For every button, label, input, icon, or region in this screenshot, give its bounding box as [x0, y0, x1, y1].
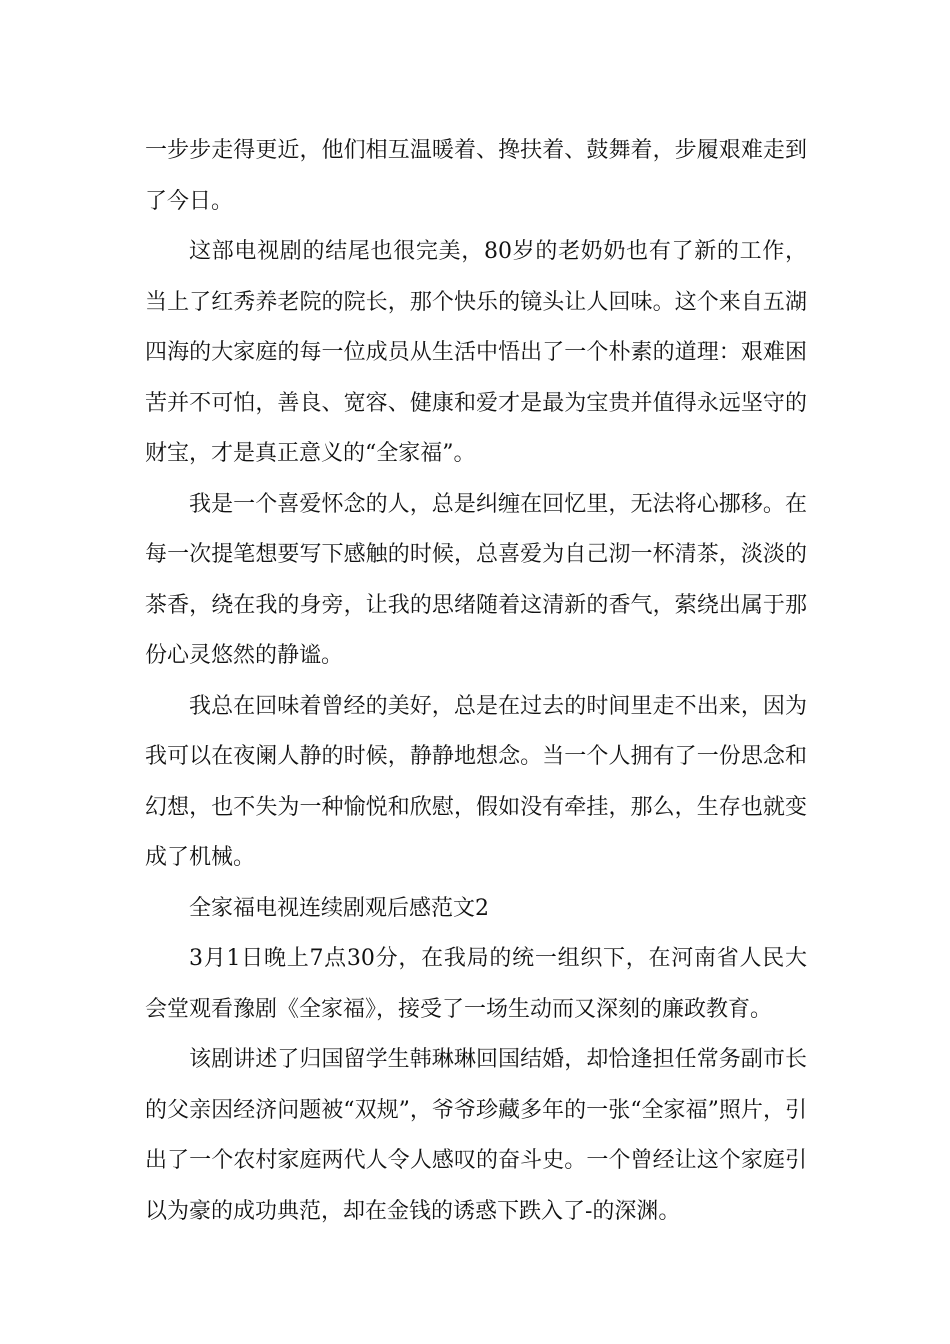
paragraph-plot: 该剧讲述了归国留学生韩琳琳回国结婚，却恰逢担任常务副市长的父亲因经济问题被“双规”，爷爷珍藏多年的一张“全家福”照片，引出了一个农村家庭两代人令人感叹的奋斗史。一个曾经让这个家庭引以为豪的成功典范，却在金钱的诱惑下跌入了-的深渊。 [145, 1047, 807, 1224]
paragraph-continuation: 一步步走得更近，他们相互温暖着、搀扶着、鼓舞着，步履艰难走到了今日。 [145, 138, 807, 214]
paragraph-ending: 这部电视剧的结尾也很完美，80岁的老奶奶也有了新的工作，当上了红秀养老院的院长，那个快乐的镜头让人回味。这个来自五湖四海的大家庭的每一位成员从生活中悟出了一个朴素的道理：艰难困苦并不可怕，善良、宽容、健康和爱才是最为宝贵并值得永远坚守的财宝，才是真正意义的“全家福”。 [145, 239, 807, 466]
paragraph-event: 3月1日晚上7点30分，在我局的统一组织下，在河南省人民大会堂观看豫剧《全家福》，接受了一场生动而又深刻的廉政教育。 [145, 946, 807, 1022]
paragraph-reminiscence: 我总在回味着曾经的美好，总是在过去的时间里走不出来，因为我可以在夜阑人静的时候，静静地想念。当一个人拥有了一份思念和幻想，也不失为一种愉悦和欣慰，假如没有牵挂，那么，生存也就变成了机械。 [145, 693, 807, 870]
document-body [145, 126, 807, 1237]
paragraph-memory: 我是一个喜爱怀念的人，总是纠缠在回忆里，无法将心挪移。在每一次提笔想要写下感触的时候，总喜爱为自己沏一杯清茶，淡淡的茶香，绕在我的身旁，让我的思绪随着这清新的香气，萦绕出属于那份心灵悠然的静谧。 [145, 491, 807, 668]
section-heading: 全家福电视连续剧观后感范文2 [189, 895, 489, 921]
